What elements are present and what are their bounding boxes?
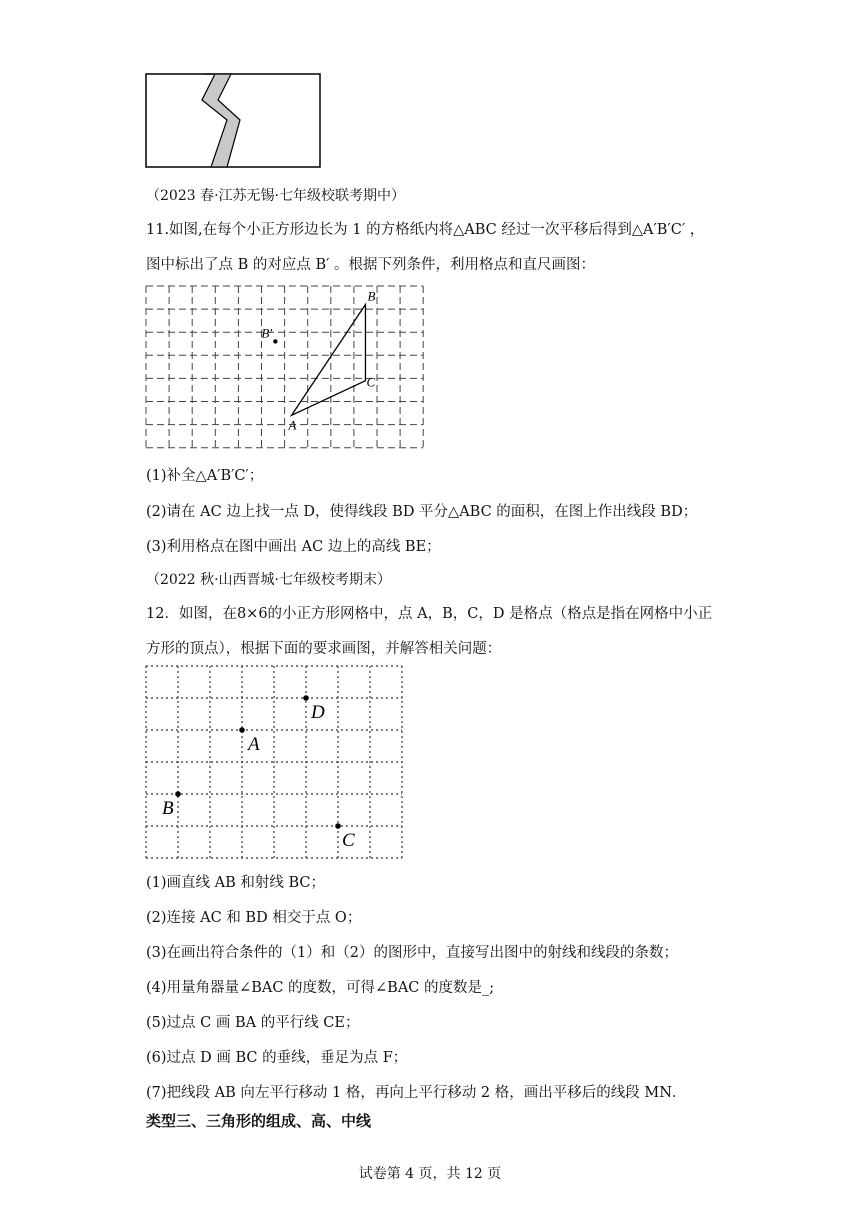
q10-figure	[145, 73, 323, 169]
q11-line1: 11.如图,在每个小正方形边长为 1 的方格纸内将△ABC 经过一次平移后得到△A′B′C′ ，	[146, 222, 705, 238]
q12-grid-figure	[143, 663, 409, 861]
label-c: C	[342, 830, 355, 851]
label-c: C	[366, 374, 376, 390]
page-footer: 试卷第 4 页，共 12 页	[358, 1166, 502, 1182]
section-title: 类型三、三角形的组成、高、中线	[146, 1112, 372, 1130]
source-q12: （2022 秋·山西晋城·七年级校考期末）	[146, 572, 391, 588]
q12-item-2: (2)连接 AC 和 BD 相交于点 O；	[146, 910, 362, 926]
q11-item-3: (3)利用格点在图中画出 AC 边上的高线 BE；	[146, 539, 441, 555]
q12-item-3: (3)在画出符合条件的（1）和（2）的图形中，直接写出图中的射线和线段的条数；	[146, 945, 678, 961]
label-b-prime: B′	[261, 325, 273, 341]
point-d	[303, 695, 309, 701]
q11-grid-figure	[143, 283, 427, 455]
q12-item-6: (6)过点 D 画 BC 的垂线，垂足为点 F；	[146, 1050, 408, 1066]
q11-item-1: (1)补全△A′B′C′；	[146, 468, 264, 484]
source-q11: （2023 春·江苏无锡·七年级校联考期中）	[146, 188, 405, 204]
q12-line1: 12．如图，在8×6的小正方形网格中，点 A，B，C，D 是格点（格点是指在网格中小正	[146, 606, 713, 622]
label-b: B	[162, 798, 174, 819]
q12-item-4: (4)用量角器量∠BAC 的度数，可得∠BAC 的度数是_;	[146, 980, 495, 996]
label-a: A	[288, 417, 297, 433]
label-a: A	[248, 734, 260, 755]
point-b-prime	[273, 339, 277, 343]
q11-item-2: (2)请在 AC 边上找一点 D，使得线段 BD 平分△ABC 的面积，在图上作出线段 BD；	[146, 504, 698, 520]
point-a	[239, 727, 245, 733]
q12-item-1: (1)画直线 AB 和射线 BC；	[146, 875, 326, 891]
label-d: D	[311, 702, 325, 723]
zigzag-strip	[202, 74, 240, 167]
label-b: B	[367, 288, 376, 304]
q11-line2: 图中标出了点 B 的对应点 B′ 。根据下列条件，利用格点和直尺画图：	[146, 257, 596, 273]
point-c	[335, 823, 341, 829]
q12-line2: 方形的顶点），根据下面的要求画图，并解答相关问题：	[146, 641, 502, 657]
point-b	[175, 791, 181, 797]
q12-item-7: (7)把线段 AB 向左平行移动 1 格，再向上平行移动 2 格，画出平移后的线段 MN．	[146, 1085, 687, 1101]
q12-item-5: (5)过点 C 画 BA 的平行线 CE；	[146, 1015, 360, 1031]
